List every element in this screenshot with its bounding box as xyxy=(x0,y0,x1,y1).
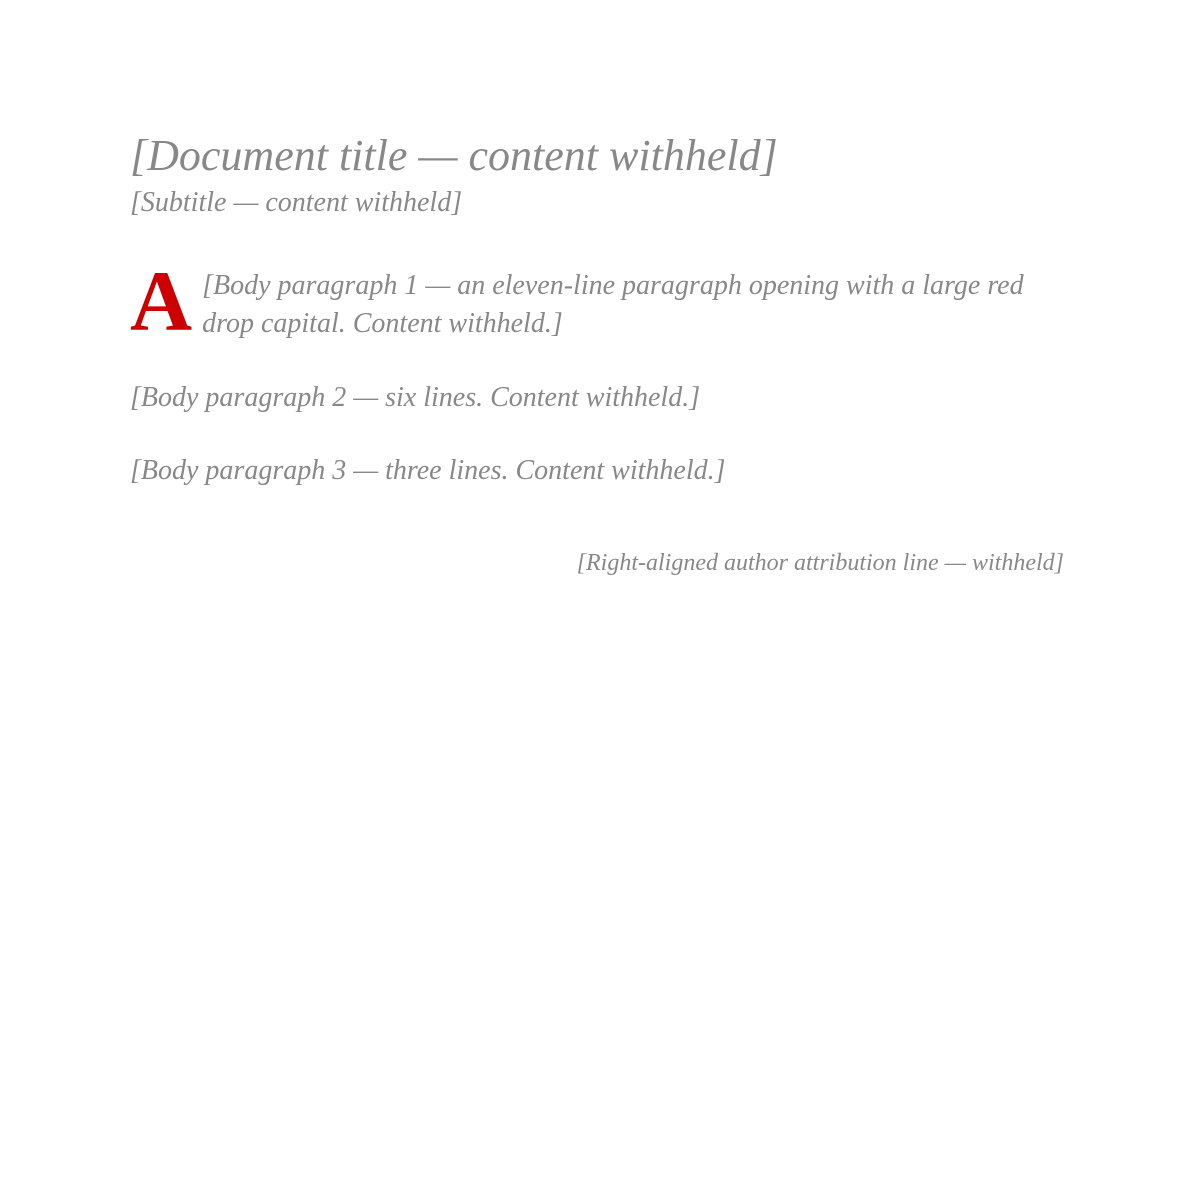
page-subtitle: [Subtitle — content withheld] xyxy=(130,187,463,218)
drop-cap: A xyxy=(130,253,193,349)
page-title: [Document title — content withheld] xyxy=(130,131,778,180)
document-page xyxy=(0,0,1194,577)
body-paragraph-2: [Body paragraph 2 — six lines. Content withheld.] xyxy=(130,381,701,413)
attribution-line: [Right-aligned author attribution line — withheld] xyxy=(576,550,1064,577)
body-paragraph-1: A [Body paragraph 1 — an eleven-line paragraph opening with a large red drop capital. Content withheld.] xyxy=(130,253,1024,349)
body-paragraph-3: [Body paragraph 3 — three lines. Content withheld.] xyxy=(130,455,726,487)
